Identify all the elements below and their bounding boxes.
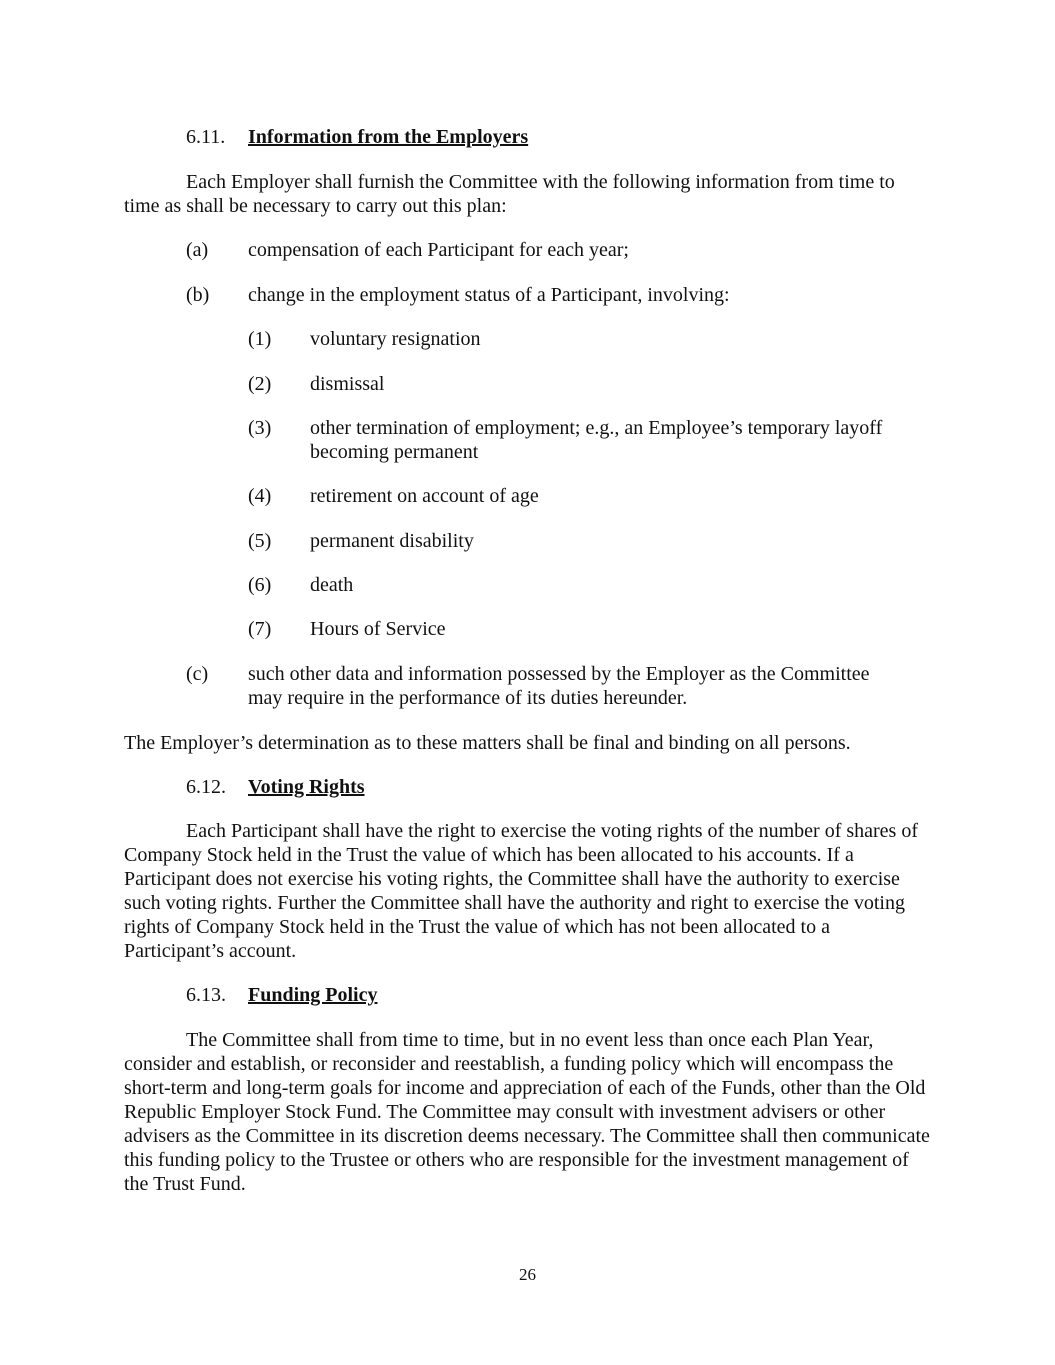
list-item-label: (c): [186, 663, 209, 685]
sub-item-label: (1): [248, 328, 272, 350]
list-item-text: compensation of each Participant for each year;: [248, 239, 629, 261]
sub-item-text: death: [310, 574, 354, 596]
section-6-13-body: The Committee shall from time to time, but in no event less than once each Plan Year, consider and establish, or reconsider and reestablish, a funding policy which will encompass the short-term and long-term goals for income and appreciation of each of the Funds, other than the Old Republic Employer Stock Fund. The Committee may consult with investment advisers or other advisers as the Committee in its discretion deems necessary. The Committee shall then communicate this funding policy to the Trustee or others who are responsible for the investment management of the Trust Fund.: [124, 1029, 930, 1195]
sub-item-label: (7): [248, 618, 272, 640]
sub-item-label: (3): [248, 417, 272, 439]
sub-item-text: Hours of Service: [310, 618, 446, 640]
section-6-12-body: Each Participant shall have the right to exercise the voting rights of the number of shares of Company Stock held in the Trust the value of which has been allocated to his accounts. If a Participant does not exercise his voting rights, the Committee shall have the authority to exercise such voting rights. Further the Committee shall have the authority and right to exercise the voting rights of Company Stock held in the Trust the value of which has not been allocated to a Participant’s account.: [124, 820, 919, 962]
section-title: Information from the Employers: [248, 126, 529, 148]
sub-item-3: [248, 416, 918, 464]
section-6-11-closing: The Employer’s determination as to these matters shall be final and binding on all persons.: [124, 732, 851, 754]
sub-item-text: retirement on account of age: [310, 485, 539, 507]
section-number: 6.12.: [186, 776, 226, 798]
sub-item-4: [248, 484, 918, 508]
section-6-12-heading: [186, 775, 365, 799]
section-number: 6.13.: [186, 984, 226, 1006]
sub-item-text: other termination of employment; e.g., an Employee’s temporary layoff becoming permanent: [310, 417, 883, 463]
list-item-label: (b): [186, 284, 210, 306]
sub-item-label: (6): [248, 574, 272, 596]
sub-item-2: [248, 372, 918, 396]
section-6-13-heading: [186, 983, 377, 1007]
section-title: Funding Policy: [248, 984, 378, 1006]
list-item-b: [186, 283, 906, 307]
sub-item-7: [248, 617, 918, 641]
section-title: Voting Rights: [248, 776, 365, 798]
page-number: 26: [519, 1265, 536, 1284]
list-item-text: such other data and information possessed by the Employer as the Committee may require in the performance of its duties hereunder.: [248, 663, 870, 709]
list-item-label: (a): [186, 239, 209, 261]
sub-item-1: [248, 327, 918, 351]
sub-item-text: voluntary resignation: [310, 328, 481, 350]
sub-item-text: dismissal: [310, 373, 385, 395]
sub-item-label: (2): [248, 373, 272, 395]
list-item-text: change in the employment status of a Participant, involving:: [248, 284, 730, 306]
list-item-c: [186, 662, 906, 710]
sub-item-5: [248, 529, 918, 553]
section-6-11-heading: [186, 125, 528, 149]
sub-item-label: (5): [248, 530, 272, 552]
sub-item-text: permanent disability: [310, 530, 474, 552]
sub-item-6: [248, 573, 918, 597]
list-item-a: [186, 238, 906, 262]
section-6-11-intro: Each Employer shall furnish the Committee with the following information from time to time as shall be necessary to carry out this plan:: [124, 171, 895, 217]
section-number: 6.11.: [186, 126, 226, 148]
sub-item-label: (4): [248, 485, 272, 507]
